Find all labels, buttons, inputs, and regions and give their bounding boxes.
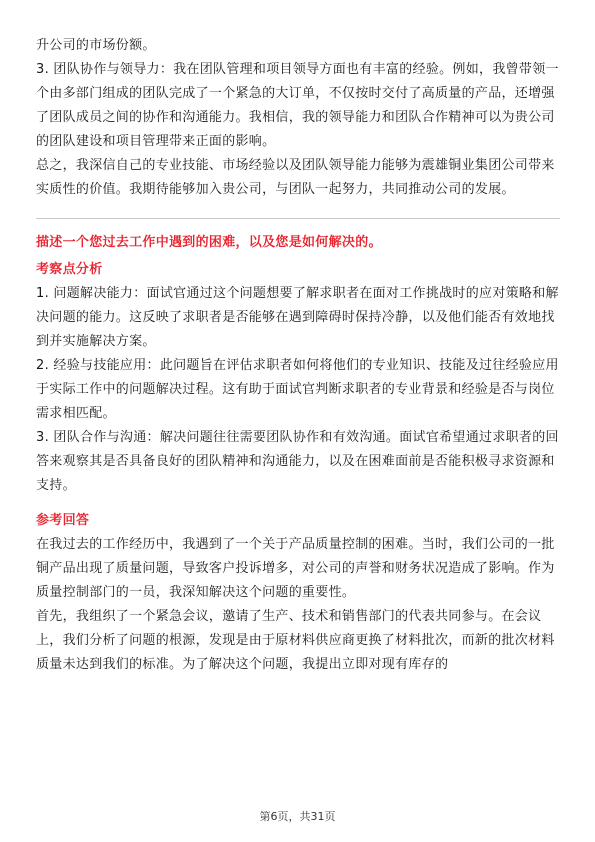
- spacer: [36, 498, 560, 506]
- question-heading: 描述一个您过去工作中遇到的困难，以及您是如何解决的。: [36, 235, 382, 250]
- document-page: [36, 34, 560, 677]
- page-footer: 第6页，共31页: [259, 810, 336, 823]
- analysis-section: [36, 258, 560, 498]
- intro-paragraph-2: 3. 团队协作与领导力：我在团队管理和项目领导方面也有丰富的经验。例如，我曾带领一个由多部门组成的团队完成了一个紧急的大订单，不仅按时交付了高质量的产品，还增强了团队成员之间的协作和沟通能力。我相信，我的领导能力和团队合作精神可以为贵公司的团队建设和项目管理带来正面的影响。: [36, 62, 559, 149]
- answer-section: [36, 509, 560, 677]
- analysis-point-3: 3. 团队合作与沟通：解决问题往往需要团队协作和有效沟通。面试官希望通过求职者的回答来观察其是否具备良好的团队精神和沟通能力，以及在困难面前是否能积极寻求资源和支持。: [36, 430, 559, 493]
- intro-paragraph-3: 总之，我深信自己的专业技能、市场经验以及团队领导能力能够为震雄铜业集团公司带来实质性的价值。我期待能够加入贵公司，与团队一起努力，共同推动公司的发展。: [36, 158, 555, 197]
- analysis-title: 考察点分析: [36, 262, 103, 277]
- answer-paragraph-2: 首先，我组织了一个紧急会议，邀请了生产、技术和销售部门的代表共同参与。在会议上，我们分析了问题的根源，发现是由于原材料供应商更换了材料批次，而新的批次材料质量未达到我们的标准。为了解决这个问题，我提出立即对现有库存的: [36, 609, 555, 672]
- analysis-point-1: 1. 问题解决能力：面试官通过这个问题想要了解求职者在面对工作挑战时的应对策略和解决问题的能力。这反映了求职者是否能够在遇到障碍时保持冷静，以及他们能否有效地找到并实施解决方案。: [36, 286, 559, 349]
- section-divider: [36, 218, 560, 219]
- answer-title: 参考回答: [36, 513, 90, 528]
- answer-paragraph-1: 在我过去的工作经历中，我遇到了一个关于产品质量控制的困难。当时，我们公司的一批铜产品出现了质量问题，导致客户投诉增多，对公司的声誉和财务状况造成了影响。作为质量控制部门的一员，我深知解决这个问题的重要性。: [36, 537, 555, 600]
- analysis-point-2: 2. 经验与技能应用：此问题旨在评估求职者如何将他们的专业知识、技能及过往经验应用于实际工作中的问题解决过程。这有助于面试官判断求职者的专业背景和经验是否与岗位需求相匹配。: [36, 358, 559, 421]
- intro-section: [36, 34, 560, 202]
- intro-paragraph-1: 升公司的市场份额。: [36, 38, 156, 53]
